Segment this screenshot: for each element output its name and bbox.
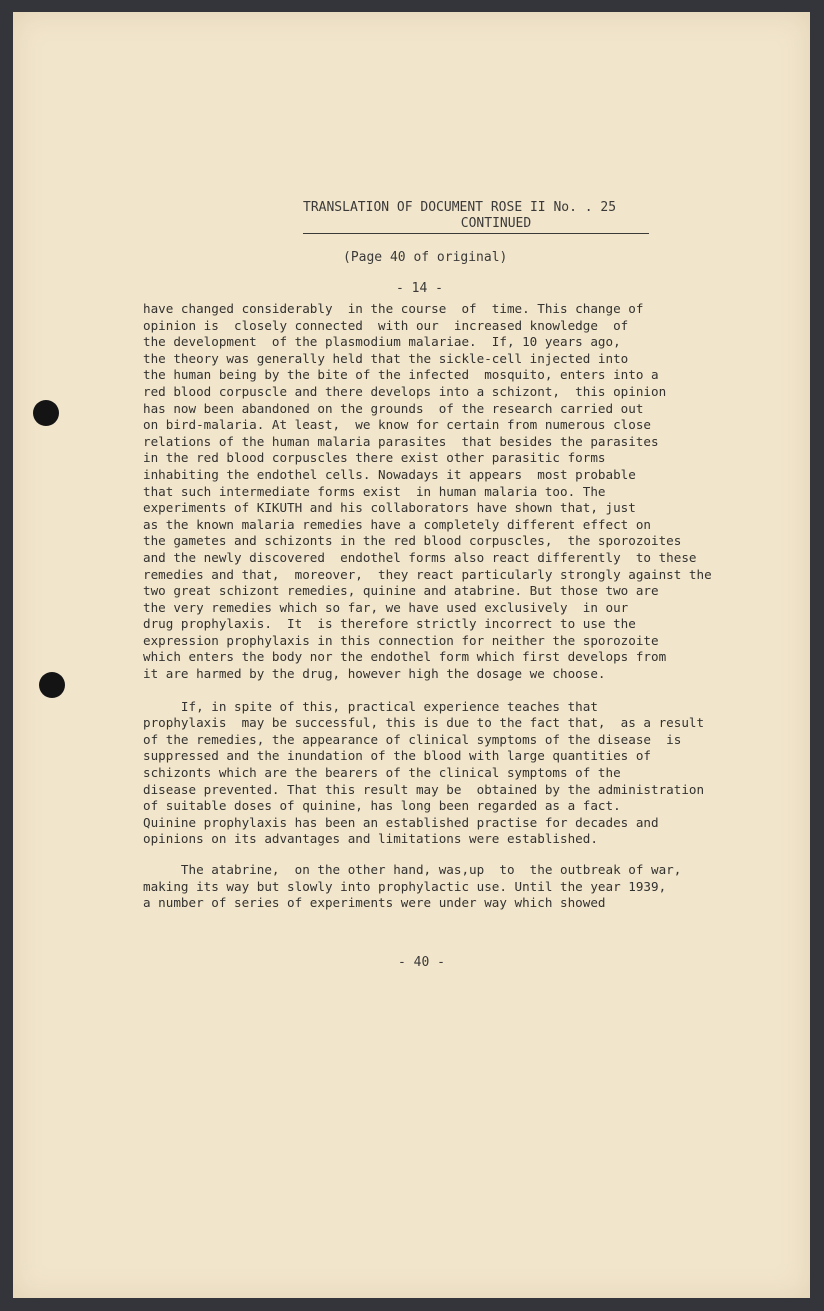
text-line: prophylaxis may be successful, this is due to the fact that, as a result: [143, 715, 705, 731]
page-number-top: - 14 -: [396, 281, 443, 296]
text-line: If, in spite of this, practical experience teaches that: [143, 698, 598, 714]
text-line: the development of the plasmodium malariae. If, 10 years ago,: [143, 334, 621, 350]
text-line: expression prophylaxis in this connection for neither the sporozoite: [143, 632, 659, 648]
text-line: on bird-malaria. At least, we know for certain from numerous close: [143, 417, 651, 433]
text-line: the very remedies which so far, we have used exclusively in our: [143, 599, 629, 615]
text-line: of suitable doses of quinine, has long been regarded as a fact.: [143, 798, 621, 814]
text-line: making its way but slowly into prophylactic use. Until the year 1939,: [143, 878, 667, 894]
text-line: disease prevented. That this result may be obtained by the administration: [143, 781, 705, 797]
page-number-bottom: - 40 -: [398, 955, 445, 970]
paragraph-1: [143, 301, 757, 683]
text-line: in the red blood corpuscles there exist other parasitic forms: [143, 450, 606, 466]
document-header: [303, 200, 649, 232]
text-line: inhabiting the endothel cells. Nowadays it appears most probable: [143, 466, 636, 482]
text-line: has now been abandoned on the grounds of the research carried out: [143, 400, 644, 416]
text-line: remedies and that, moreover, they react particularly strongly against the: [143, 566, 712, 582]
text-line: it are harmed by the drug, however high the dosage we choose.: [143, 666, 606, 682]
text-line: suppressed and the inundation of the blood with large quantities of: [143, 748, 651, 764]
header-continued: CONTINUED: [460, 216, 532, 231]
text-line: Quinine prophylaxis has been an established practise for decades and: [143, 814, 659, 830]
punch-hole-bottom: [39, 672, 65, 698]
text-line: the human being by the bite of the infected mosquito, enters into a: [143, 367, 659, 383]
text-line: and the newly discovered endothel forms also react differently to these: [143, 549, 697, 565]
text-line: two great schizont remedies, quinine and atabrine. But those two are: [143, 583, 659, 599]
text-line: the gametes and schizonts in the red blood corpuscles, the sporozoites: [143, 533, 682, 549]
paragraph-2: [143, 699, 757, 848]
text-line: opinions on its advantages and limitations were established.: [143, 831, 598, 847]
body-text: [143, 301, 757, 912]
punch-hole-top: [33, 400, 59, 426]
text-line: The atabrine, on the other hand, was,up to the outbreak of war,: [143, 862, 682, 877]
text-line: opinion is closely connected with our increased knowledge of: [143, 317, 629, 333]
text-line: have changed considerably in the course of time. This change of: [143, 301, 644, 316]
paragraph-3: [143, 862, 757, 912]
text-line: a number of series of experiments were under way which showed: [143, 895, 606, 911]
text-line: experiments of KIKUTH and his collaborators have shown that, just: [143, 500, 636, 516]
text-line: which enters the body nor the endothel form which first develops from: [143, 649, 667, 665]
text-line: schizonts which are the bearers of the clinical symptoms of the: [143, 765, 621, 781]
text-line: the theory was generally held that the sickle-cell injected into: [143, 350, 629, 366]
text-line: red blood corpuscle and there develops into a schizont, this opinion: [143, 383, 667, 399]
header-underline: [303, 233, 649, 234]
page-reference: (Page 40 of original): [343, 250, 508, 265]
text-line: of the remedies, the appearance of clinical symptoms of the disease is: [143, 731, 682, 747]
text-line: that such intermediate forms exist in human malaria too. The: [143, 483, 606, 499]
text-line: drug prophylaxis. It is therefore strictly incorrect to use the: [143, 616, 636, 632]
text-line: relations of the human malaria parasites that besides the parasites: [143, 433, 659, 449]
header-title: TRANSLATION OF DOCUMENT ROSE II No. . 25: [303, 200, 617, 215]
text-line: as the known malaria remedies have a completely different effect on: [143, 516, 651, 532]
